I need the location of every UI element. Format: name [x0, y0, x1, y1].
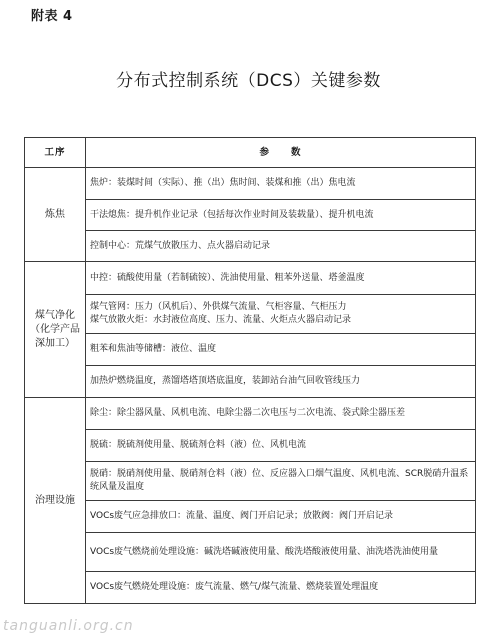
param-cell: 控制中心：荒煤气放散压力、点火器启动记录 — [86, 231, 476, 262]
dcs-parameters-table — [24, 137, 476, 604]
table-header-row — [25, 138, 476, 168]
param-cell: 加热炉燃烧温度，蒸馏塔塔顶塔底温度，装卸站台油气回收管线压力 — [86, 366, 476, 398]
table-row — [25, 168, 476, 200]
param-cell: VOCs废气应急排放口：流量、温度、阀门开启记录；放散阀：阀门开启记录 — [86, 501, 476, 533]
header-process: 工序 — [25, 138, 86, 168]
param-cell: 干法熄焦：提升机作业记录（包括每次作业时间及装载量）、提升机电流 — [86, 200, 476, 231]
table-row — [25, 334, 476, 366]
process-line: 煤气净化 — [35, 309, 75, 321]
table-row — [25, 366, 476, 398]
table-row — [25, 572, 476, 604]
header-params: 参 数 — [86, 138, 476, 168]
process-cell-coking: 炼焦 — [25, 168, 86, 262]
table-row — [25, 200, 476, 231]
table-row — [25, 231, 476, 262]
watermark-text: tanguanli.org.cn — [3, 618, 134, 634]
param-cell: VOCs废气燃烧处理设施：废气流量、燃气/煤气流量、燃烧装置处理温度 — [86, 572, 476, 604]
param-cell: 除尘：除尘器风量、风机电流、电除尘器二次电压与二次电流、袋式除尘器压差 — [86, 398, 476, 430]
table-row — [25, 398, 476, 430]
param-cell: 脱硝：脱硝剂使用量、脱硝剂仓料（液）位、反应器入口烟气温度、风机电流、SCR脱硝升温系统风量及温度 — [86, 462, 476, 501]
table-row — [25, 501, 476, 533]
param-cell: 中控：硫酸使用量（若制硫铵）、洗油使用量、粗苯外送量、塔釜温度 — [86, 262, 476, 295]
table-row — [25, 262, 476, 295]
process-line: 深加工） — [35, 337, 75, 349]
process-line: （化学产品 — [30, 323, 80, 335]
process-cell-gas-purification — [25, 262, 86, 398]
param-cell: 焦炉：装煤时间（实际）、推（出）焦时间、装煤和推（出）焦电流 — [86, 168, 476, 200]
table-row — [25, 533, 476, 572]
table-row — [25, 430, 476, 462]
process-cell-treatment-facilities: 治理设施 — [25, 398, 86, 604]
document-title: 分布式控制系统（DCS）关键参数 — [116, 71, 381, 91]
param-cell: 粗苯和焦油等储槽：液位、温度 — [86, 334, 476, 366]
table-row — [25, 295, 476, 334]
param-cell: VOCs废气燃烧前处理设施：碱洗塔碱液使用量、酸洗塔酸液使用量、油洗塔洗油使用量 — [86, 533, 476, 572]
param-cell: 脱硫：脱硫剂使用量、脱硫剂仓料（液）位、风机电流 — [86, 430, 476, 462]
appendix-label: 附表 4 — [31, 9, 73, 24]
table-row — [25, 462, 476, 501]
param-cell: 煤气管网：压力（风机后）、外供煤气流量、气柜容量、气柜压力 煤气放散火炬：水封液位高度、压力、流量、火炬点火器启动记录 — [86, 295, 476, 334]
